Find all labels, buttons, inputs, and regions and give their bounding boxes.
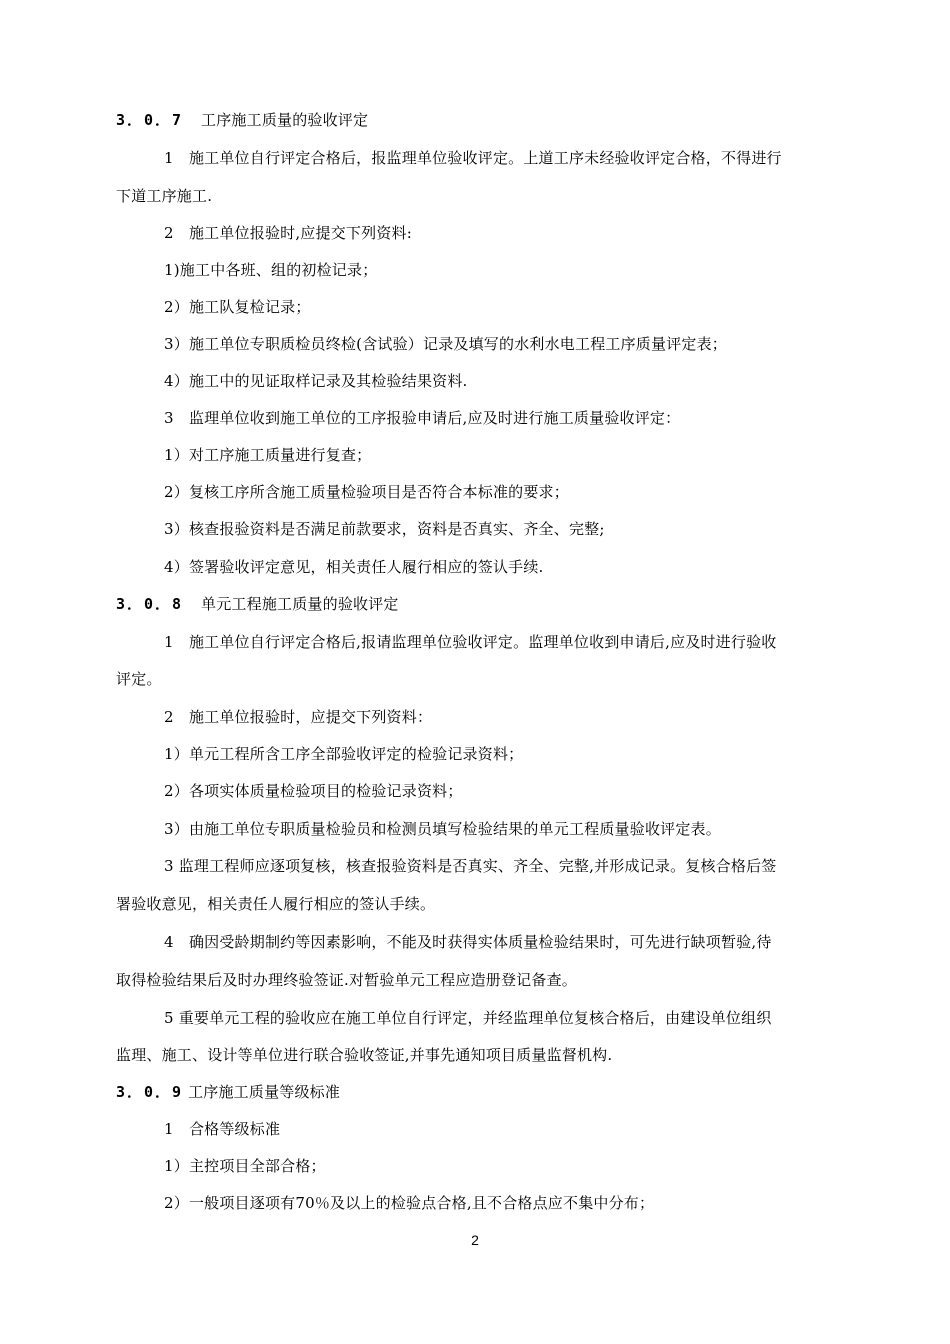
list-item: 4）签署验收评定意见，相关责任人履行相应的签认手续. <box>164 558 544 576</box>
section-number: 3．0．9 <box>116 1083 184 1101</box>
list-item: 1）对工序施工质量进行复查； <box>164 446 372 464</box>
list-item: 3）施工单位专职质检员终检(含试验）记录及填写的水利水电工程工序质量评定表； <box>164 335 727 353</box>
list-item: 1）主控项目全部合格； <box>164 1157 326 1175</box>
paragraph-line: 监理、施工、设计等单位进行联合验收签证,并事先通知项目质量监督机构. <box>116 1046 613 1064</box>
list-item: 4）施工中的见证取样记录及其检验结果资料. <box>164 372 468 390</box>
list-item: 3）由施工单位专职质量检验员和检测员填写检验结果的单元工程质量验收评定表。 <box>164 820 721 838</box>
list-item: 2）一般项目逐项有70％及以上的检验点合格,且不合格点应不集中分布； <box>164 1194 655 1212</box>
paragraph-line: 评定。 <box>116 670 162 688</box>
section-heading-309 <box>116 1082 340 1102</box>
paragraph-line: 取得检验结果后及时办理终验签证.对暂验单元工程应造册登记备查。 <box>116 971 577 989</box>
paragraph-line: 1 合格等级标准 <box>164 1120 281 1138</box>
paragraph-line: 下道工序施工. <box>116 187 213 205</box>
list-item: 3）核查报验资料是否满足前款要求，资料是否真实、齐全、完整; <box>164 520 605 538</box>
section-title: 单元工程施工质量的验收评定 <box>201 595 399 613</box>
section-number: 3．0．7 <box>116 111 184 129</box>
page-number: 2 <box>471 1232 479 1248</box>
section-title: 工序施工质量等级标准 <box>188 1083 341 1101</box>
paragraph-line: 署验收意见，相关责任人履行相应的签认手续。 <box>116 895 436 913</box>
list-item: 2）施工队复检记录； <box>164 298 311 316</box>
paragraph-line: 2 施工单位报验时，应提交下列资料： <box>164 708 433 726</box>
paragraph-line: 3 监理单位收到施工单位的工序报验申请后,应及时进行施工质量验收评定： <box>164 409 681 427</box>
section-heading-308 <box>116 594 399 614</box>
list-item: 1）单元工程所含工序全部验收评定的检验记录资料； <box>164 745 524 763</box>
paragraph-line: 3 监理工程师应逐项复核，核查报验资料是否真实、齐全、完整,并形成记录。复核合格后签 <box>164 857 777 875</box>
paragraph-line: 1 施工单位自行评定合格后，报监理单位验收评定。上道工序未经验收评定合格，不得进行 <box>164 149 782 167</box>
paragraph-line: 2 施工单位报验时,应提交下列资料: <box>164 224 412 242</box>
paragraph-line: 1 施工单位自行评定合格后,报请监理单位验收评定。监理单位收到申请后,应及时进行验收 <box>164 633 777 651</box>
section-number: 3．0．8 <box>116 595 184 613</box>
section-title: 工序施工质量的验收评定 <box>201 111 369 129</box>
list-item: 2）各项实体质量检验项目的检验记录资料； <box>164 782 463 800</box>
list-item: 1)施工中各班、组的初检记录； <box>164 261 378 279</box>
list-item: 2）复核工序所含施工质量检验项目是否符合本标准的要求； <box>164 483 569 501</box>
paragraph-line: 4 确因受龄期制约等因素影响，不能及时获得实体质量检验结果时，可先进行缺项暂验,待 <box>164 933 772 951</box>
section-heading-307 <box>116 110 368 130</box>
paragraph-line: 5 重要单元工程的验收应在施工单位自行评定，并经监理单位复核合格后，由建设单位组织 <box>164 1009 772 1027</box>
